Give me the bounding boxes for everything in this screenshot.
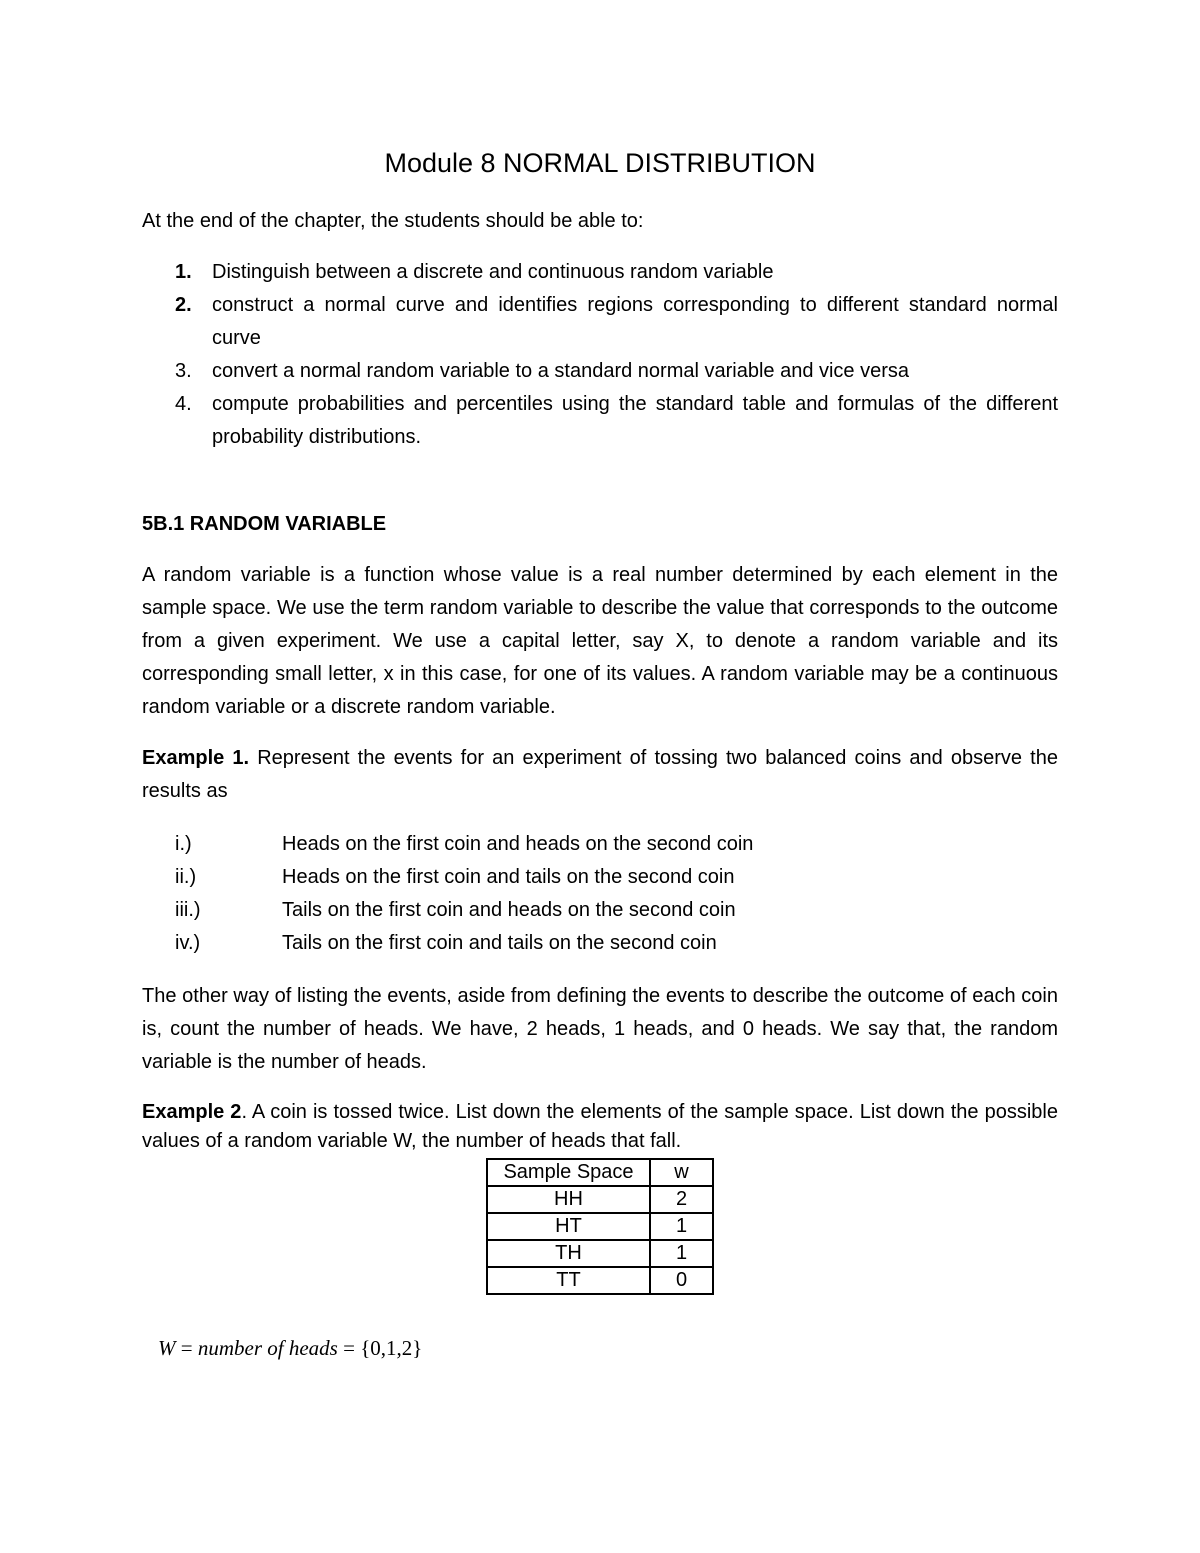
case-number: i.) (175, 833, 192, 855)
column-header-sample-space: Sample Space (487, 1159, 650, 1186)
list-item-text: compute probabilities and percentiles using the standard table and formulas of the different probability distributions. (212, 393, 1058, 448)
case-number: iv.) (175, 932, 201, 954)
column-header-w: w (650, 1159, 713, 1186)
formula-equals: = (337, 1336, 361, 1360)
list-item (142, 861, 1058, 894)
case-text: Heads on the first coin and tails on the second coin (282, 866, 735, 888)
number-of-heads-paragraph: The other way of listing the events, aside from defining the events to describe the outcome of each coin is, count the number of heads. We have, 2 heads, 1 heads, and 0 heads. We say that, the random variable is the number of heads. (142, 985, 1058, 1073)
sample-space-table (486, 1158, 714, 1295)
list-number: 4. (175, 393, 192, 415)
list-item (142, 289, 1058, 355)
table-cell: 1 (650, 1240, 713, 1267)
list-number: 1. (175, 261, 192, 283)
random-variable-formula (158, 1333, 422, 1363)
table-row (487, 1267, 713, 1294)
section-heading: 5B.1 RANDOM VARIABLE (142, 513, 387, 535)
list-number: 2. (175, 294, 192, 316)
list-item-text: construct a normal curve and identifies regions corresponding to different standard normal curve (212, 294, 1058, 349)
case-number: ii.) (175, 866, 197, 888)
case-number: iii.) (175, 899, 201, 921)
example-1-label: Example 1. (142, 747, 250, 769)
objectives-list (142, 256, 1058, 454)
table-row (487, 1213, 713, 1240)
list-item (142, 256, 1058, 289)
table-header-row (487, 1159, 713, 1186)
table-cell: TH (487, 1240, 650, 1267)
formula-lhs: W (158, 1336, 176, 1360)
list-number: 3. (175, 360, 192, 382)
table-cell: TT (487, 1267, 650, 1294)
case-text: Tails on the first coin and tails on the second coin (282, 932, 717, 954)
table-row (487, 1186, 713, 1213)
formula-set: {0,1,2} (360, 1336, 423, 1360)
intro-text: At the end of the chapter, the students should be able to: (142, 210, 644, 232)
list-item (142, 828, 1058, 861)
example-1-cases (142, 828, 1058, 960)
list-item (142, 927, 1058, 960)
list-item-text: convert a normal random variable to a standard normal variable and vice versa (212, 360, 910, 382)
table-cell: 0 (650, 1267, 713, 1294)
case-text: Tails on the first coin and heads on the second coin (282, 899, 736, 921)
page-title: Module 8 NORMAL DISTRIBUTION (384, 148, 816, 178)
list-item (142, 894, 1058, 927)
definition-paragraph: A random variable is a function whose value is a real number determined by each element in the sample space. We use the term random variable to describe the value that corresponds to the outcome from a given experiment. We use a capital letter, say X, to denote a random variable and its corresponding small letter, x in this case, for one of its values. A random variable may be a continuous random variable or a discrete random variable. (142, 564, 1058, 718)
table-cell: HT (487, 1213, 650, 1240)
table-row (487, 1240, 713, 1267)
table-cell: 1 (650, 1213, 713, 1240)
table-cell: 2 (650, 1186, 713, 1213)
case-text: Heads on the first coin and heads on the second coin (282, 833, 754, 855)
list-item-text: Distinguish between a discrete and continuous random variable (212, 261, 774, 283)
list-item (142, 388, 1058, 454)
table-cell: HH (487, 1186, 650, 1213)
example-1-paragraph (142, 742, 1058, 808)
example-2-text: . A coin is tossed twice. List down the elements of the sample space. List down the possible values of a random variable W, the number of heads that fall. (142, 1101, 1058, 1152)
example-2-label: Example 2 (142, 1101, 242, 1123)
example-2-paragraph (142, 1098, 1058, 1156)
formula-middle: number of heads (197, 1336, 338, 1360)
formula-equals: = (175, 1336, 198, 1360)
example-1-text: Represent the events for an experiment of tossing two balanced coins and observe the results as (142, 747, 1058, 802)
list-item (142, 355, 1058, 388)
